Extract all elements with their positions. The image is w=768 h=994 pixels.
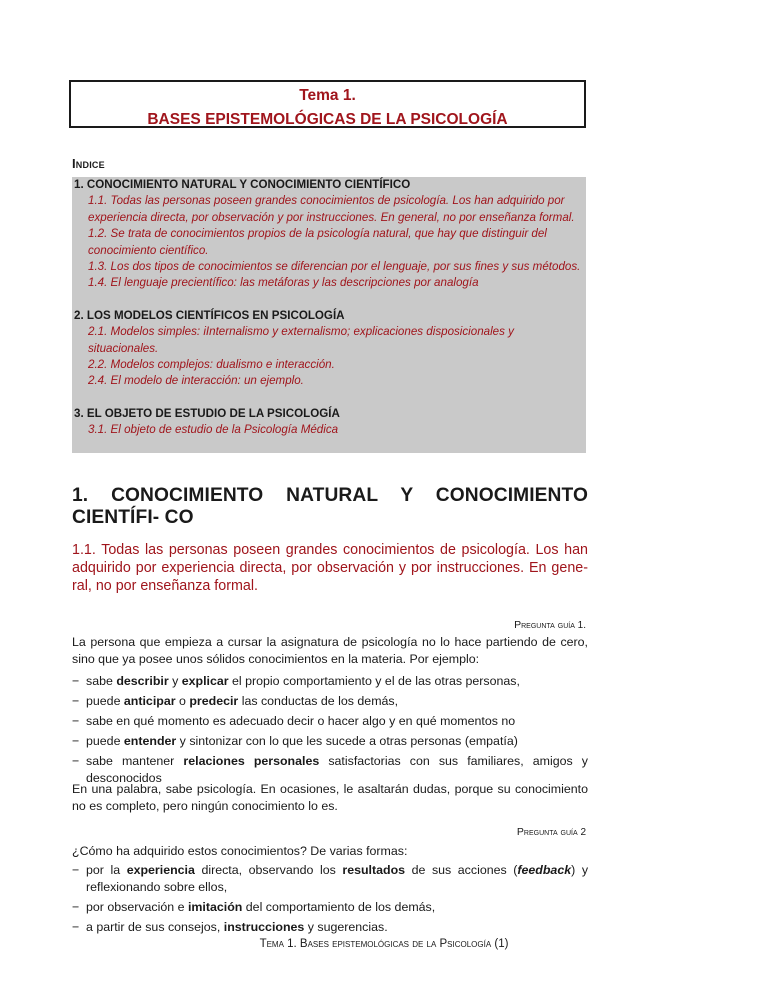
pregunta-guia-1 xyxy=(514,619,586,631)
guia-label: Pregunta guía xyxy=(514,619,575,631)
toc-entry: 2.4. El modelo de interacción: un ejemplo. xyxy=(88,374,304,388)
list-item: − por observación e imitación del comportamiento de los demás, xyxy=(72,899,588,916)
list-item: − puede entender y sintonizar con lo que les sucede a otras personas (empatía) xyxy=(72,733,588,750)
list-item: − por la experiencia directa, observando los resultados de sus acciones (feedback) y reflexionando sobre ellos, xyxy=(72,862,588,896)
toc-section-title: 1. CONOCIMIENTO NATURAL Y CONOCIMIENTO CIENTÍFICO xyxy=(74,178,411,191)
toc-entry: 1.2. Se trata de conocimientos propios de la psicología natural, que hay que distinguir del conocimiento científico. xyxy=(88,227,547,257)
toc-entry: 1.4. El lenguaje precientífico: las metáforas y las descripciones por analogía xyxy=(88,276,479,290)
toc-entry: 1.1. Todas las personas poseen grandes conocimientos de psicología. Los han adquirido por experiencia directa, por observación y por instrucciones. En general, no por enseñanza formal. xyxy=(88,194,575,224)
pregunta-guia-2 xyxy=(517,826,586,838)
list-item: − sabe en qué momento es adecuado decir o hacer algo y en qué momentos no xyxy=(72,713,588,730)
title-box xyxy=(69,80,586,128)
section-lead: 1.1. Todas las personas poseen grandes conocimientos de psicología. Los han adquirido por experiencia directa, por observación y por instrucciones. En gene- ral, no por enseñanza formal. xyxy=(72,542,588,595)
question-paragraph: ¿Cómo ha adquirido estos conocimientos? De varias formas: xyxy=(72,844,408,858)
table-of-contents xyxy=(72,177,586,453)
toc-section-2 xyxy=(72,308,586,390)
guia-label: Pregunta guía xyxy=(516,826,578,838)
intro-paragraph: La persona que empieza a cursar la asignatura de psicología no lo hace partiendo de cero, sino que ya posee unos sólidos conocimientos en la materia. Por ejemplo: xyxy=(72,635,588,666)
toc-section-1 xyxy=(72,177,586,292)
list-item: − sabe mantener relaciones personales satisfactorias con sus familiares, amigos y desconocidos xyxy=(72,753,588,787)
knowledge-list xyxy=(72,673,588,787)
title-line-1: Tema 1. xyxy=(299,87,356,104)
conclusion-paragraph: En una palabra, sabe psicología. En ocasiones, le asaltarán dudas, porque su conocimiento no es completo, pero ningún conocimiento lo es. xyxy=(72,782,588,813)
list-item: − sabe describir y explicar el propio comportamiento y el de las otras personas, xyxy=(72,673,588,690)
section-heading: 1. CONOCIMIENTO NATURAL Y CONOCIMIENTO CIENTÍFI- CO xyxy=(72,485,588,528)
guia-number: 1. xyxy=(577,620,586,631)
toc-entry: 3.1. El objeto de estudio de la Psicología Médica xyxy=(88,423,339,437)
toc-entry: 1.3. Los dos tipos de conocimientos se diferencian por el lenguaje, por sus fines y sus métodos. xyxy=(88,260,581,274)
page-footer: Tema 1. Bases epistemológicas de la Psicología (1) xyxy=(259,938,509,950)
list-item: − a partir de sus consejos, instrucciones y sugerencias. xyxy=(72,919,588,936)
toc-section-title: 2. LOS MODELOS CIENTÍFICOS EN PSICOLOGÍA xyxy=(74,308,345,322)
title-line-2: BASES EPISTEMOLÓGICAS DE LA PSICOLOGÍA xyxy=(147,111,508,128)
toc-entry: 2.2. Modelos complejos: dualismo e interacción. xyxy=(88,358,335,372)
guia-number: 2 xyxy=(580,827,586,838)
toc-entry: 2.1. Modelos simples: iInternalismo y externalismo; explicaciones disposicionales y situacionales. xyxy=(88,325,514,355)
toc-section-title: 3. EL OBJETO DE ESTUDIO DE LA PSICOLOGÍA xyxy=(74,406,340,420)
indice-heading: Indice xyxy=(72,156,105,171)
acquisition-list xyxy=(72,862,588,936)
toc-section-3 xyxy=(72,406,586,439)
list-item: − puede anticipar o predecir las conductas de los demás, xyxy=(72,693,588,710)
